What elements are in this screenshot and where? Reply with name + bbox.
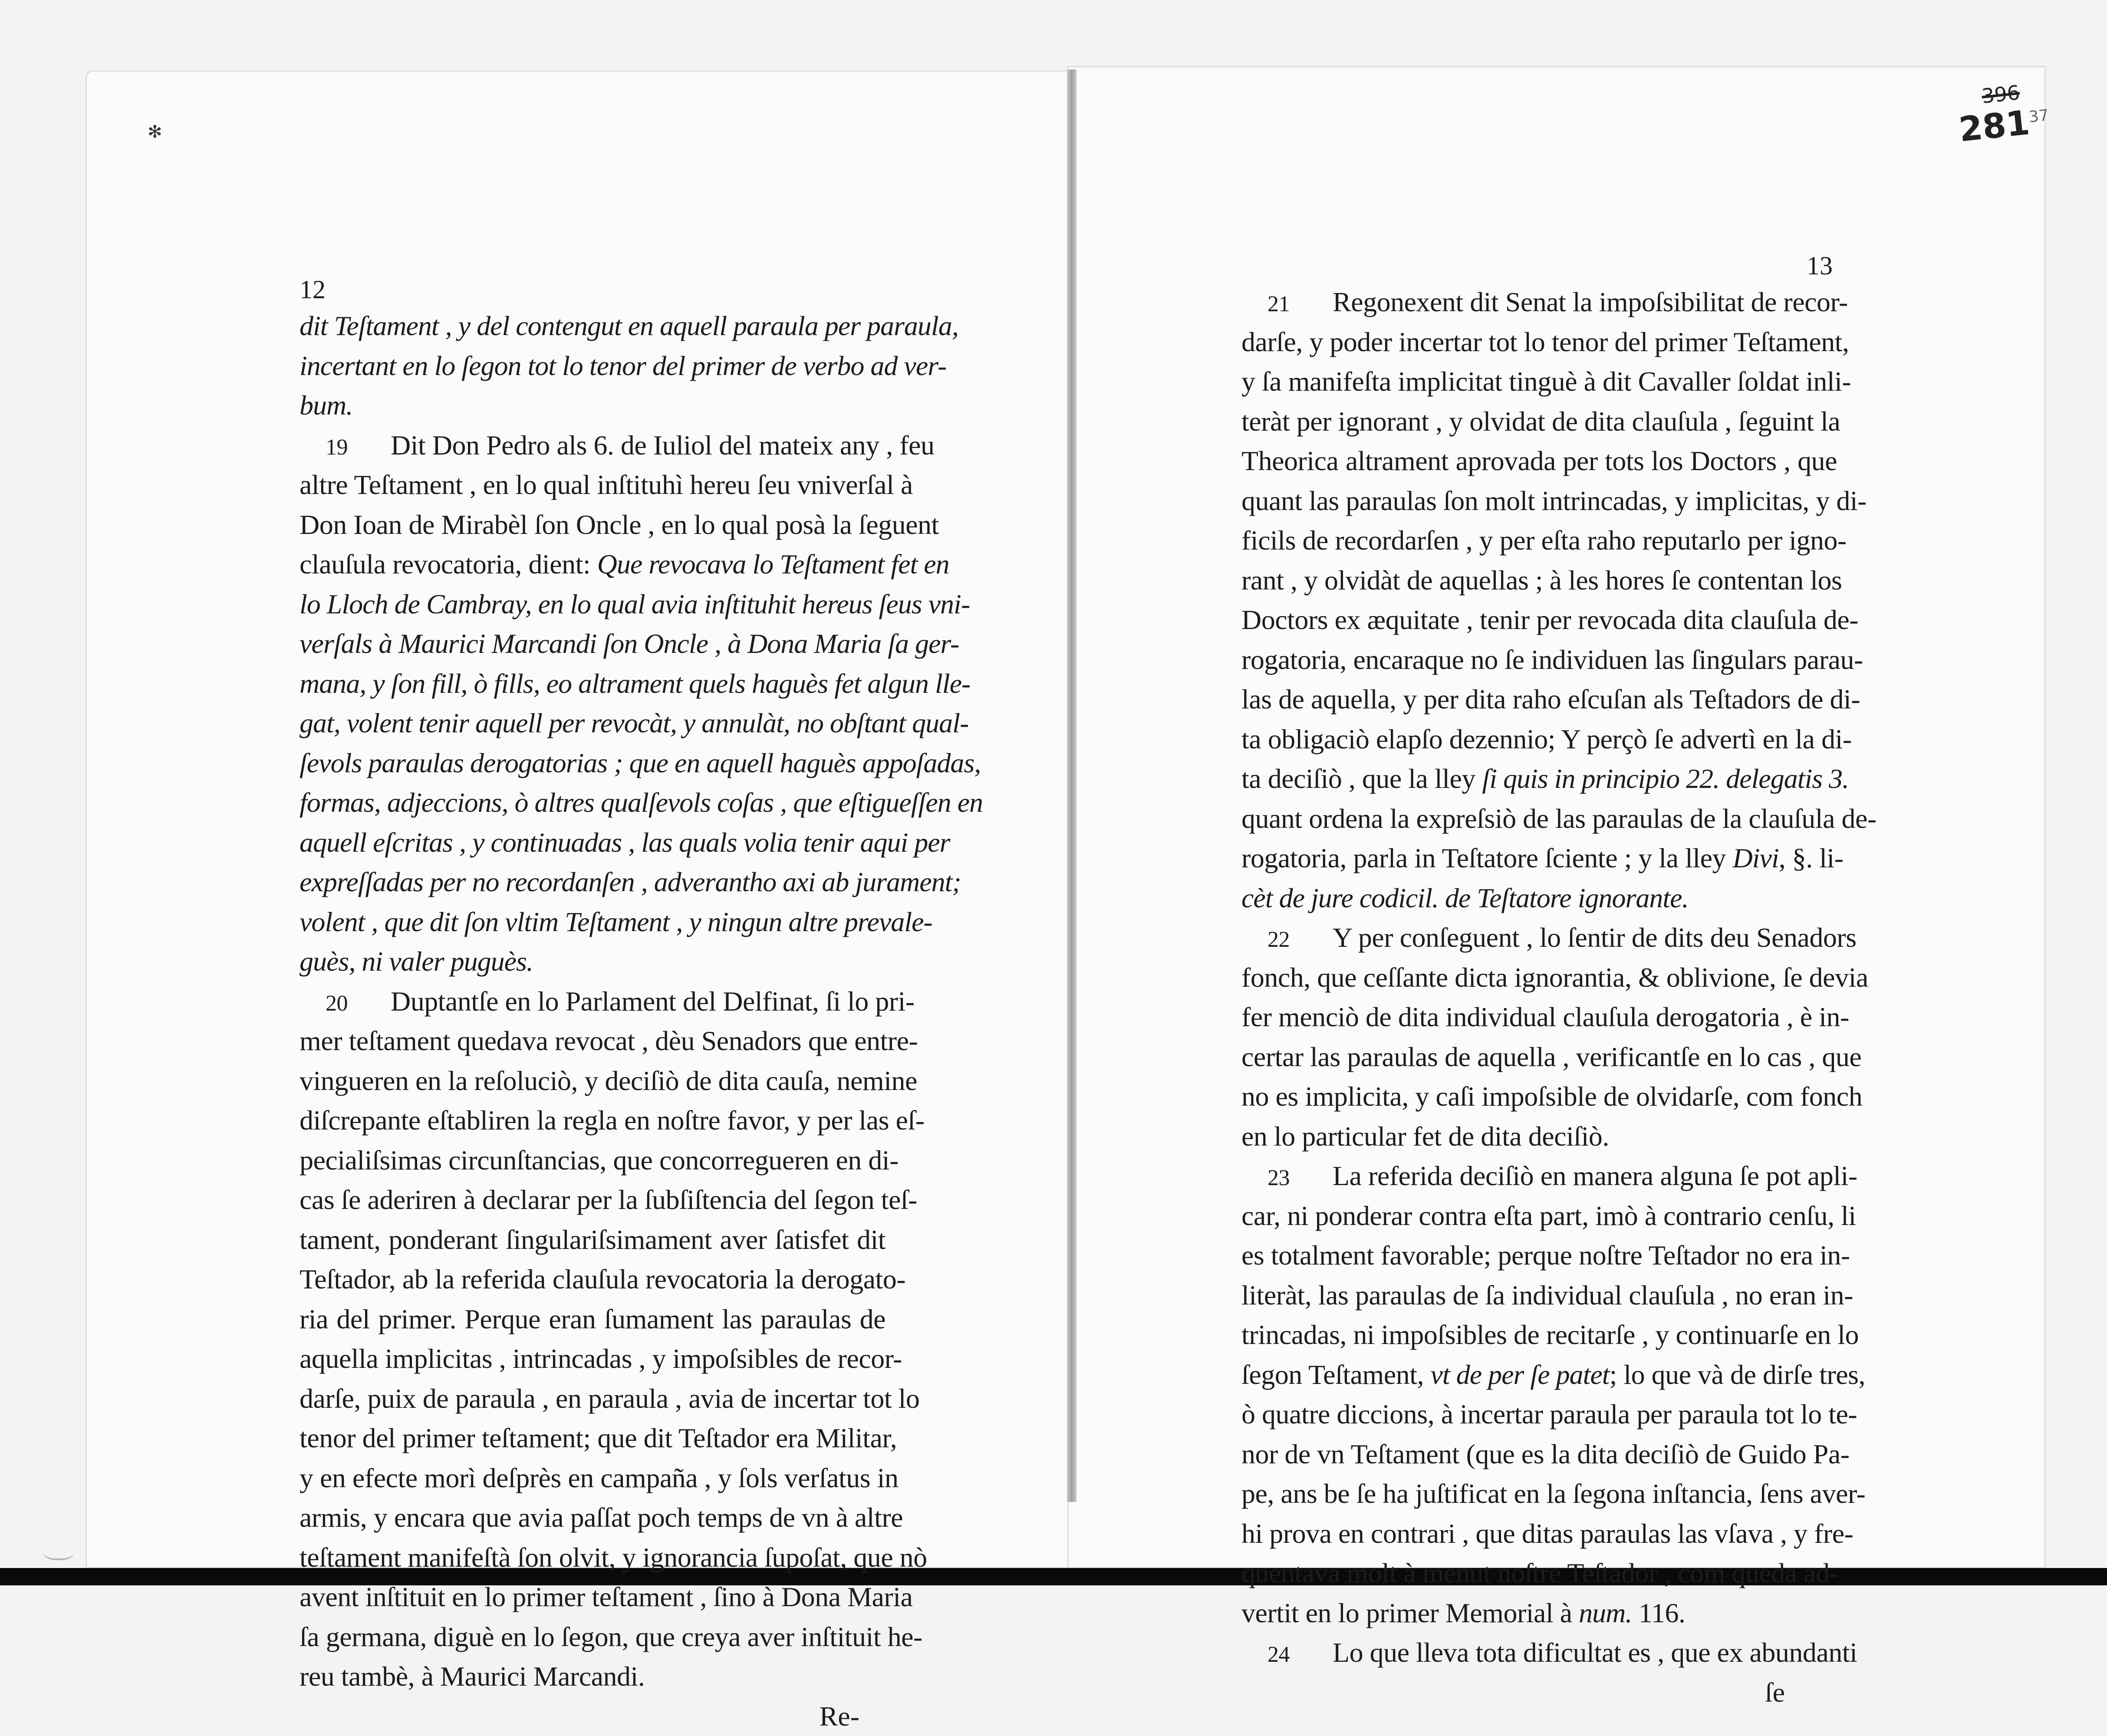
text-line: expreſſadas per no recordanſen , adverantho axi ab jurament; (300, 862, 886, 902)
text-line: mer teſtament quedava revocat , dèu Senadors que entre- (300, 1021, 886, 1061)
paragraph-start-line: 22 Y per conſeguent , lo ſentir de dits deu Senadors (1241, 918, 1837, 958)
paragraph-start-line: 24 Lo que lleva tota dificultat es , que ex abundanti (1241, 1633, 1837, 1673)
text-line: pe, ans be ſe ha juſtificat en la ſegona inſtancia, ſens aver- (1241, 1474, 1837, 1514)
paragraph-start-line: 20 Duptantſe en lo Parlament del Delfinat, ſi lo pri- (300, 982, 886, 1021)
text-line: quant ordena la expreſsiò de las paraulas de la clauſula de- (1241, 799, 1837, 839)
text-line: tament, ponderant ſingulariſsimament aver ſatisfet dit (300, 1220, 886, 1260)
paragraph-start-line: 23 La referida deciſiò en manera alguna ſe pot apli- (1241, 1156, 1837, 1196)
text-line: fonch, que ceſſante dicta ignorantia, & oblivione, ſe devia (1241, 958, 1837, 998)
paragraph-number: 24 (1267, 1635, 1333, 1675)
text-line: teràt per ignorant , y olvidat de dita clauſula , ſeguint la (1241, 402, 1837, 441)
text-line: armis, y encara que avia paſſat poch temps de vn à altre (300, 1498, 886, 1538)
text-line: bum. (300, 385, 886, 425)
text-line: vingueren en la reſoluciò, y deciſiò de dita cauſa, nemine (300, 1061, 886, 1101)
catchword-left: Re- (300, 1696, 886, 1736)
text-line: ſa germana, diguè en lo ſegon, que creya aver inſtituit he- (300, 1617, 886, 1657)
text-line: lo Lloch de Cambray, en lo qual avia inſtituhit hereus ſeus vni- (300, 584, 886, 624)
text-line: ta obligaciò elapſo dezennio; Y perçò ſe advertì en la di- (1241, 719, 1837, 759)
text-line: teſtament manifeſtà ſon olvit, y ignorancia ſupoſat, que nò (300, 1538, 886, 1578)
text-line: rogatoria, encaraque no ſe individuen las ſingulars parau- (1241, 640, 1837, 680)
folio-struck-number: 396 (1981, 78, 2047, 108)
text-line: literàt, las paraulas de ſa individual clauſula , no eran in- (1241, 1275, 1837, 1315)
page-number-left: 12 (300, 273, 886, 306)
text-line: ſevols paraulas derogatorias ; que en aquell haguès appoſadas, (300, 743, 886, 783)
text-line: rant , y olvidàt de aquellas ; à les hores ſe contentan los (1241, 560, 1837, 600)
text-line: nor de vn Teſtament (que es la dita deciſiò de Guido Pa- (1241, 1434, 1837, 1474)
text-line: verſals à Maurici Marcandi ſon Oncle , à Dona Maria ſa ger- (300, 624, 886, 664)
text-line: dit Teſtament , y del contengut en aquell paraula per paraula, (300, 306, 886, 346)
text-line: incertant en lo ſegon tot lo tenor del primer de verbo ad ver- (300, 346, 886, 386)
text-line: y en efecte morì deſprès en campaña , y ſols verſatus in (300, 1458, 886, 1498)
text-line: trincadas, ni impoſsibles de recitarſe , y continuarſe en lo (1241, 1315, 1837, 1355)
text-line: Theorica altrament aprovada per tots los Doctors , que (1241, 441, 1837, 481)
left-body (300, 306, 886, 1696)
text-line: no es implicita, y caſi impoſsible de olvidarſe, com fonch (1241, 1077, 1837, 1117)
text-line: altre Teſtament , en lo qual inſtituhì hereu ſeu vniverſal à (300, 465, 886, 505)
paragraph-number: 19 (326, 428, 391, 468)
ink-smudge (43, 1541, 74, 1560)
text-line: ria del primer. Perque eran ſumament las paraulas de (300, 1299, 886, 1339)
text-line: y ſa manifeſta implicitat tinguè à dit Cavaller ſoldat inli- (1241, 362, 1837, 402)
text-line: darſe, y poder incertar tot lo tenor del primer Teſtament, (1241, 322, 1837, 362)
text-line: pecialiſsimas circunſtancias, que concorregueren en di- (300, 1140, 886, 1180)
folio-annotation (1955, 78, 2051, 149)
text-line: reu tambè, à Maurici Marcandi. (300, 1657, 886, 1696)
text-line: ò quatre diccions, à incertar paraula per paraula tot lo te- (1241, 1394, 1837, 1434)
page-number-right: 13 (1241, 250, 1837, 282)
text-line: es totalment favorable; perque noſtre Teſtador no era in- (1241, 1235, 1837, 1275)
text-line: aquell eſcritas , y continuadas , las quals volia tenir aqui per (300, 823, 886, 863)
text-line: aquella implicitas , intrincadas , y impoſsibles de recor- (300, 1339, 886, 1379)
book-gutter (1067, 69, 1077, 1502)
text-line: diſcrepante eſtabliren la regla en noſtre favor, y per las eſ- (300, 1100, 886, 1140)
paragraph-start-line: 19 Dit Don Pedro als 6. de Iuliol del mateix any , feu (300, 425, 886, 465)
text-line: en lo particular fet de dita deciſiò. (1241, 1117, 1837, 1156)
text-line: clauſula revocatoria, dient: Que revocava lo Teſtament fet en (300, 544, 886, 584)
text-line: hi prova en contrari , que ditas paraulas las vſava , y fre- (1241, 1514, 1837, 1554)
right-body (1241, 282, 1837, 1673)
catchword-right: ſe (1241, 1673, 1837, 1713)
text-line: ficils de recordarſen , y per eſta raho reputarlo per igno- (1241, 520, 1837, 560)
text-line: formas, adjeccions, ò altres qualſevols coſas , que eſtigueſſen en (300, 783, 886, 823)
corner-mark: ✻ (148, 122, 162, 142)
text-line: darſe, puix de paraula , en paraula , avia de incertar tot lo (300, 1379, 886, 1419)
text-line: fer menciò de dita individual clauſula derogatoria , è in- (1241, 997, 1837, 1037)
folio-current-number: $281^{37}$ (1957, 101, 2051, 149)
text-line: rogatoria, parla in Teſtatore ſciente ; y la lley Divi, §. li- (1241, 838, 1837, 878)
text-line: cas ſe aderiren à declarar per la ſubſiſtencia del ſegon teſ- (300, 1180, 886, 1220)
paragraph-number: 21 (1267, 284, 1333, 324)
text-line: tenor del primer teſtament; que dit Teſtador era Militar, (300, 1418, 886, 1458)
paragraph-number: 20 (326, 984, 391, 1024)
text-line: volent , que dit ſon vltim Teſtament , y ningun altre prevale- (300, 902, 886, 942)
text-line: quentava molt à menut noſtre Teſtador , com queda ad- (1241, 1553, 1837, 1593)
paragraph-number: 23 (1267, 1158, 1333, 1198)
text-line: mana, y ſon fill, ò fills, eo altrament quels haguès fet algun lle- (300, 664, 886, 704)
text-line: quant las paraulas ſon molt intrincadas, y implicitas, y di- (1241, 481, 1837, 521)
text-line: ta deciſiò , que la lley ſi quis in principio 22. delegatis 3. (1241, 759, 1837, 799)
text-line: gat, volent tenir aquell per revocàt, y annulàt, no obſtant qual- (300, 703, 886, 743)
right-text-column (1241, 250, 1837, 1712)
text-line: car, ni ponderar contra eſta part, imò à contrario cenſu, li (1241, 1196, 1837, 1236)
text-line: Teſtador, ab la referida clauſula revocatoria la derogato- (300, 1259, 886, 1299)
paragraph-number: 22 (1267, 920, 1333, 960)
paragraph-start-line: 21 Regonexent dit Senat la impoſsibilitat de recor- (1241, 282, 1837, 322)
text-line: certar las paraulas de aquella , verificantſe en lo cas , que (1241, 1037, 1837, 1077)
text-line: guès, ni valer puguès. (300, 942, 886, 982)
text-line: ſegon Teſtament, vt de per ſe patet; lo que và de dirſe tres, (1241, 1355, 1837, 1395)
text-line: las de aquella, y per dita raho eſcuſan als Teſtadors de di- (1241, 679, 1837, 719)
left-text-column (300, 273, 886, 1736)
text-line: cèt de jure codicil. de Teſtatore ignorante. (1241, 878, 1837, 918)
text-line: avent inſtituit en lo primer teſtament , ſino à Dona Maria (300, 1577, 886, 1617)
text-line: Don Ioan de Mirabèl ſon Oncle , en lo qual posà la ſeguent (300, 505, 886, 545)
text-line: vertit en lo primer Memorial à num. 116. (1241, 1593, 1837, 1633)
text-line: Doctors ex æquitate , tenir per revocada dita clauſula de- (1241, 600, 1837, 640)
